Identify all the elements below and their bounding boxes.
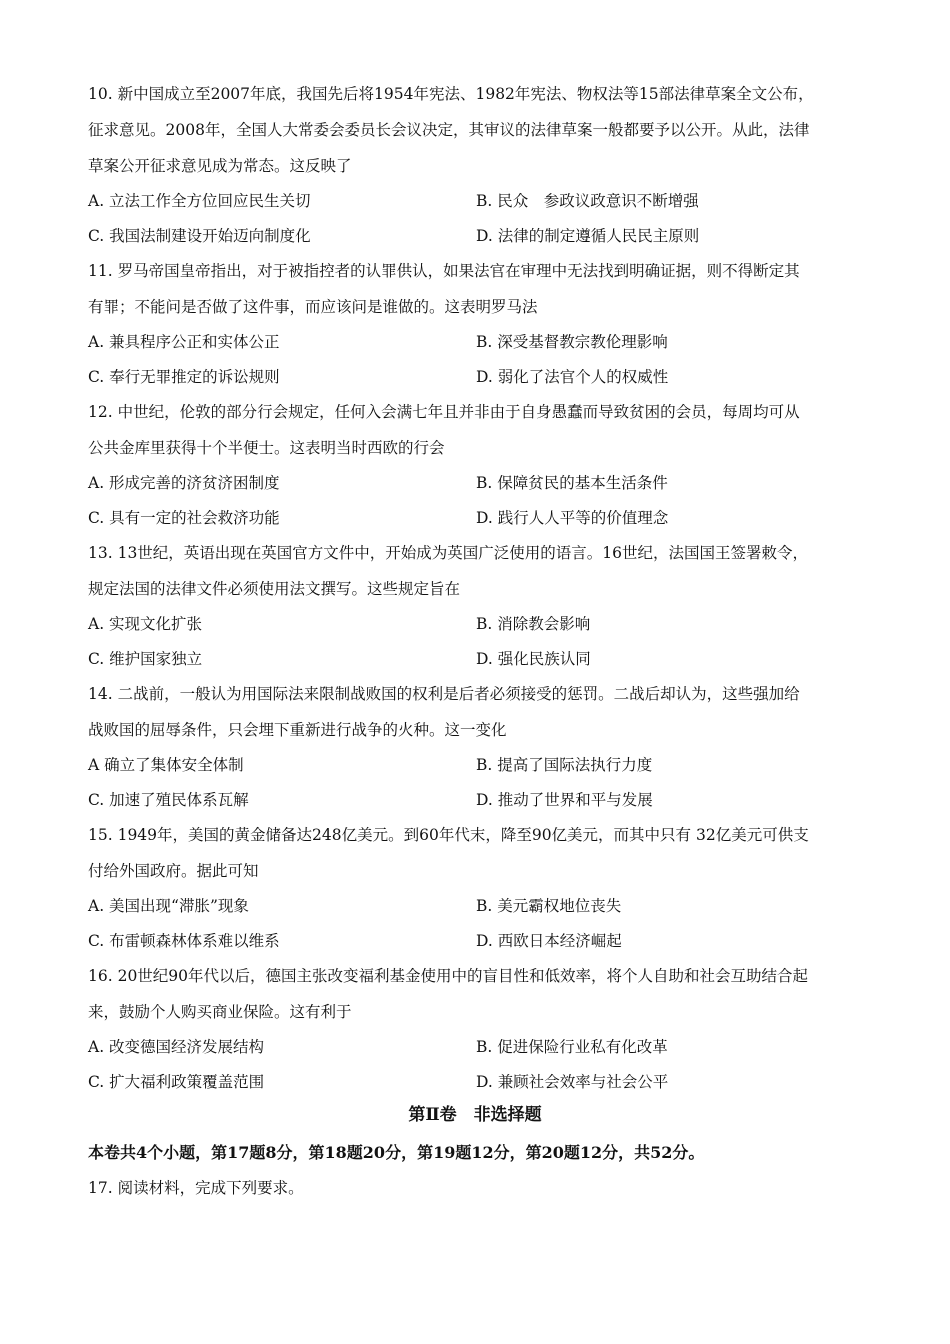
q16-option-d[interactable]: D. 兼顾社会效率与社会公平 [476, 1073, 669, 1091]
q10-stem-line-1: 10. 新中国成立至2007年底，我国先后将1954年宪法、1982年宪法、物权法等15部法律草案全文公布， [88, 85, 814, 103]
q10-stem-line-2: 征求意见。2008年，全国人大常委会委员长会议决定，其审议的法律草案一般都要予以公开。从此，法律 [88, 121, 810, 139]
q15-option-d[interactable]: D. 西欧日本经济崛起 [476, 932, 622, 950]
q15-stem-line-1: 15. 1949年，美国的黄金储备达248亿美元。到60年代末，降至90亿美元，而其中只有 32亿美元可供支 [88, 826, 809, 844]
q12-option-b[interactable]: B. 保障贫民的基本生活条件 [476, 474, 668, 492]
q12-stem-line-2: 公共金库里获得十个半便士。这表明当时西欧的行会 [88, 439, 445, 457]
q10-option-d[interactable]: D. 法律的制定遵循人民民主原则 [476, 227, 700, 245]
q15-stem-line-2: 付给外国政府。据此可知 [88, 862, 259, 880]
q15-option-a[interactable]: A. 美国出现“滞胀”现象 [88, 897, 249, 915]
q13-option-a[interactable]: A. 实现文化扩张 [88, 615, 203, 633]
q12-option-d[interactable]: D. 践行人人平等的价值理念 [476, 509, 669, 527]
q13-option-b[interactable]: B. 消除教会影响 [476, 615, 591, 633]
q10-stem-line-3: 草案公开征求意见成为常态。这反映了 [88, 157, 352, 175]
q12-option-c[interactable]: C. 具有一定的社会救济功能 [88, 509, 280, 527]
q16-option-b[interactable]: B. 促进保险行业私有化改革 [476, 1038, 668, 1056]
section-title: 第Ⅱ卷 非选择题 [408, 1105, 542, 1125]
q10-option-a[interactable]: A. 立法工作全方位回应民生关切 [88, 192, 311, 210]
q15-option-c[interactable]: C. 布雷顿森林体系难以维系 [88, 932, 280, 950]
q11-option-c[interactable]: C. 奉行无罪推定的诉讼规则 [88, 368, 280, 386]
q12-stem-line-1: 12. 中世纪，伦敦的部分行会规定，任何入会满七年且并非由于自身愚蠢而导致贫困的会员，每周均可从 [88, 403, 800, 421]
q15-option-b[interactable]: B. 美元霸权地位丧失 [476, 897, 622, 915]
q16-option-a[interactable]: A. 改变德国经济发展结构 [88, 1038, 265, 1056]
q14-stem-line-2: 战败国的屈辱条件，只会埋下重新进行战争的火种。这一变化 [88, 721, 507, 739]
q13-option-c[interactable]: C. 维护国家独立 [88, 650, 203, 668]
q13-stem-line-1: 13. 13世纪，英语出现在英国官方文件中，开始成为英国广泛使用的语言。16世纪，法国国王签署敕令， [88, 544, 809, 562]
q14-option-d[interactable]: D. 推动了世界和平与发展 [476, 791, 653, 809]
q16-stem-line-1: 16. 20世纪90年代以后，德国主张改变福利基金使用中的盲目性和低效率，将个人自助和社会互助结合起 [88, 967, 809, 985]
q14-option-b[interactable]: B. 提高了国际法执行力度 [476, 756, 653, 774]
q17-stem: 17. 阅读材料，完成下列要求。 [88, 1179, 304, 1197]
q14-stem-line-1: 14. 二战前，一般认为用国际法来限制战败国的权利是后者必须接受的惩罚。二战后却认为，这些强加给 [88, 685, 800, 703]
q12-option-a[interactable]: A. 形成完善的济贫济困制度 [88, 474, 280, 492]
q14-option-a[interactable]: A 确立了集体安全体制 [88, 756, 244, 774]
section-instruction: 本卷共4个小题，第17题8分，第18题20分，第19题12分，第20题12分，共52分。 [88, 1143, 705, 1162]
q11-option-b[interactable]: B. 深受基督教宗教伦理影响 [476, 333, 668, 351]
q10-option-c[interactable]: C. 我国法制建设开始迈向制度化 [88, 227, 311, 245]
q16-option-c[interactable]: C. 扩大福利政策覆盖范围 [88, 1073, 265, 1091]
q16-stem-line-2: 来，鼓励个人购买商业保险。这有利于 [88, 1003, 352, 1021]
q11-option-a[interactable]: A. 兼具程序公正和实体公正 [88, 333, 280, 351]
q13-option-d[interactable]: D. 强化民族认同 [476, 650, 591, 668]
q11-stem-line-2: 有罪；不能问是否做了这件事，而应该问是谁做的。这表明罗马法 [88, 298, 538, 316]
q14-option-c[interactable]: C. 加速了殖民体系瓦解 [88, 791, 249, 809]
q10-option-b[interactable]: B. 民众 参政议政意识不断增强 [476, 192, 699, 210]
q11-option-d[interactable]: D. 弱化了法官个人的权威性 [476, 368, 669, 386]
q11-stem-line-1: 11. 罗马帝国皇帝指出，对于被指控者的认罪供认，如果法官在审理中无法找到明确证据，则不得断定其 [88, 262, 800, 280]
q13-stem-line-2: 规定法国的法律文件必须使用法文撰写。这些规定旨在 [88, 580, 461, 598]
